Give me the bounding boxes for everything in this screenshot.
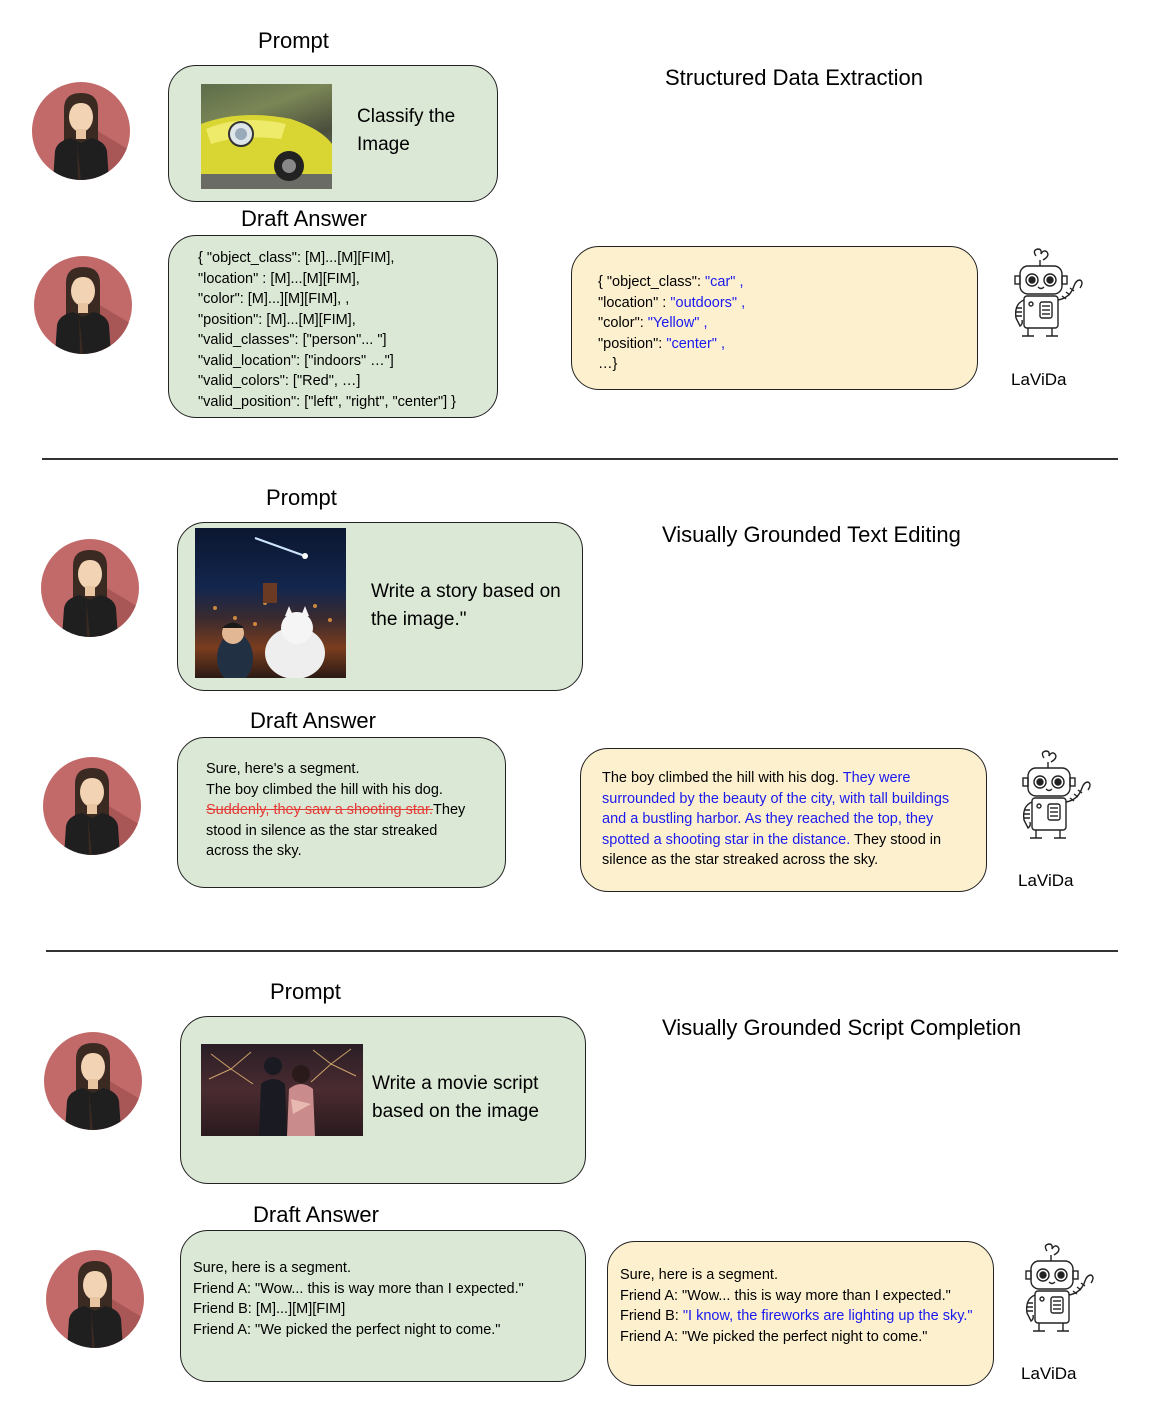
prompt-heading: Prompt <box>258 28 329 53</box>
model-name: LaViDa <box>1021 1364 1077 1383</box>
section-title: Visually Grounded Text Editing <box>662 522 961 547</box>
draft-line: The boy climbed the hill with his dog. <box>206 781 443 798</box>
person-avatar-icon <box>31 81 131 181</box>
draft-line: Friend A: "We picked the perfect night to come." <box>193 1321 501 1338</box>
person-avatar-icon <box>45 1249 145 1349</box>
draft-line: Friend B: [M]...][M][FIM] <box>193 1301 346 1317</box>
draft-line: "valid_colors": ["Red", …] <box>198 373 361 389</box>
model-name: LaViDa <box>1011 370 1067 389</box>
output-line: silence as the star streaked across the sky. <box>602 852 879 868</box>
draft-line: Sure, here's a segment. <box>206 761 360 777</box>
output-line: Sure, here is a segment. <box>620 1267 778 1283</box>
output-line: { "object_class": "car" , <box>598 274 744 290</box>
output-line: Friend A: "Wow... this is way more than I expected." <box>620 1287 951 1304</box>
person-avatar-icon <box>43 1031 143 1131</box>
draft-line: across the sky. <box>206 843 302 859</box>
section-divider <box>42 458 1118 460</box>
output-line: "location" : "outdoors" , <box>598 294 746 311</box>
draft-answer-heading: Draft Answer <box>241 206 367 231</box>
prompt-heading: Prompt <box>270 979 341 1004</box>
output-line: and a bustling harbor. As they reached the top, they <box>602 811 934 827</box>
robot-icon <box>1016 750 1100 842</box>
car-image <box>201 84 332 189</box>
draft-line: stood in silence as the star streaked <box>206 822 438 839</box>
removed-text: Suddenly, they saw a shooting star. <box>206 802 434 818</box>
draft-answer-heading: Draft Answer <box>250 708 376 733</box>
output-line: …} <box>598 356 618 372</box>
section-title: Structured Data Extraction <box>665 65 924 90</box>
model-name: LaViDa <box>1018 871 1074 890</box>
section-divider <box>46 950 1118 952</box>
output-line: "color": "Yellow" , <box>598 315 708 331</box>
output-line: spotted a shooting star in the distance. They stood in <box>602 831 942 848</box>
draft-line: { "object_class": [M]...[M][FIM], <box>198 250 395 266</box>
prompt-text: Classify the Image <box>357 106 456 155</box>
output-line: surrounded by the beauty of the city, with tall buildings <box>602 790 950 807</box>
draft-line: "valid_classes": ["person"... "] <box>198 332 387 348</box>
output-line: The boy climbed the hill with his dog. They were <box>602 770 911 786</box>
draft-line: "valid_position": ["left", "right", "center"] } <box>198 393 456 410</box>
draft-answer-heading: Draft Answer <box>253 1202 379 1227</box>
output-line: "position": "center" , <box>598 335 725 352</box>
robot-icon <box>1008 248 1092 340</box>
draft-line: "color": [M]...][M][FIM], , <box>198 291 350 307</box>
prompt-heading: Prompt <box>266 485 337 510</box>
draft-line: "location" : [M]...[M][FIM], <box>198 270 360 287</box>
draft-line: Friend A: "Wow... this is way more than I expected." <box>193 1280 524 1297</box>
person-avatar-icon <box>40 538 140 638</box>
output-line: Friend B: "I know, the fireworks are lighting up the sky." <box>620 1308 973 1324</box>
section-title: Visually Grounded Script Completion <box>662 1015 1022 1040</box>
person-avatar-icon <box>42 756 142 856</box>
robot-icon <box>1019 1243 1103 1335</box>
draft-line: "position": [M]...[M][FIM], <box>198 311 356 328</box>
night-city-image <box>195 528 346 678</box>
prompt-text: Write a story based on the image." <box>371 581 561 630</box>
draft-line: "valid_location": ["indoors" …"] <box>198 352 394 369</box>
draft-line: Sure, here is a segment. <box>193 1260 351 1276</box>
fireworks-image <box>201 1044 363 1136</box>
draft-line: Suddenly, they saw a shooting star.They <box>206 802 466 818</box>
output-line: Friend A: "We picked the perfect night to come." <box>620 1328 928 1345</box>
person-avatar-icon <box>33 255 133 355</box>
prompt-text: Write a movie script based on the image <box>372 1073 539 1122</box>
